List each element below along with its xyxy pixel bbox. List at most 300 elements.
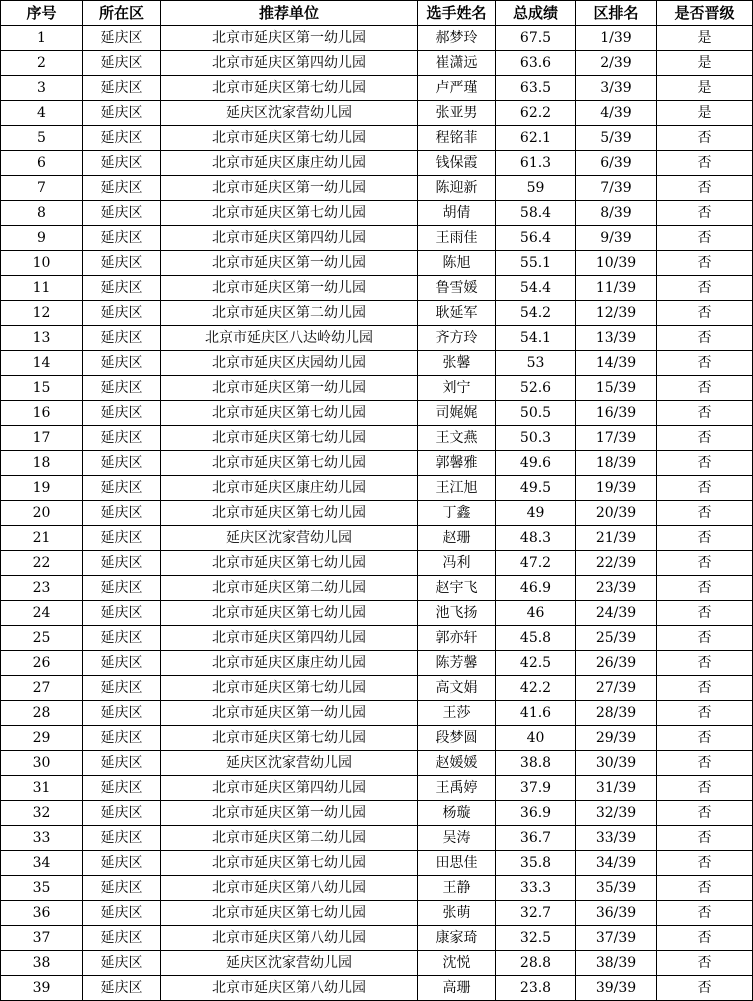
cell-advance: 否 <box>657 426 753 451</box>
cell-district: 延庆区 <box>83 551 161 576</box>
cell-name: 吴涛 <box>418 826 496 851</box>
table-row <box>1 476 753 501</box>
cell-rank: 39/39 <box>576 976 657 1001</box>
cell-rank: 29/39 <box>576 726 657 751</box>
cell-rank: 22/39 <box>576 551 657 576</box>
cell-name: 王静 <box>418 876 496 901</box>
cell-index: 16 <box>1 401 83 426</box>
cell-name: 程铭菲 <box>418 126 496 151</box>
table-row <box>1 651 753 676</box>
cell-name: 卢严瑾 <box>418 76 496 101</box>
cell-rank: 34/39 <box>576 851 657 876</box>
cell-name: 王文燕 <box>418 426 496 451</box>
table-row <box>1 51 753 76</box>
cell-district: 延庆区 <box>83 476 161 501</box>
cell-score: 33.3 <box>496 876 576 901</box>
cell-score: 54.4 <box>496 276 576 301</box>
table-row <box>1 626 753 651</box>
cell-rank: 1/39 <box>576 26 657 51</box>
cell-index: 30 <box>1 751 83 776</box>
table-row <box>1 526 753 551</box>
cell-advance: 否 <box>657 976 753 1001</box>
cell-name: 赵宇飞 <box>418 576 496 601</box>
header-row <box>1 1 753 26</box>
cell-advance: 否 <box>657 626 753 651</box>
cell-unit: 北京市延庆区第七幼儿园 <box>161 451 418 476</box>
cell-name: 王雨佳 <box>418 226 496 251</box>
cell-advance: 否 <box>657 851 753 876</box>
cell-unit: 北京市延庆区第一幼儿园 <box>161 176 418 201</box>
cell-advance: 否 <box>657 826 753 851</box>
table-row <box>1 401 753 426</box>
cell-advance: 否 <box>657 401 753 426</box>
cell-rank: 9/39 <box>576 226 657 251</box>
cell-score: 38.8 <box>496 751 576 776</box>
cell-index: 3 <box>1 76 83 101</box>
cell-score: 49.5 <box>496 476 576 501</box>
cell-index: 17 <box>1 426 83 451</box>
cell-district: 延庆区 <box>83 951 161 976</box>
table-row <box>1 676 753 701</box>
cell-rank: 26/39 <box>576 651 657 676</box>
cell-unit: 北京市延庆区第七幼儿园 <box>161 401 418 426</box>
cell-advance: 否 <box>657 901 753 926</box>
cell-advance: 是 <box>657 76 753 101</box>
cell-district: 延庆区 <box>83 251 161 276</box>
table-row <box>1 501 753 526</box>
cell-score: 37.9 <box>496 776 576 801</box>
cell-advance: 否 <box>657 551 753 576</box>
cell-district: 延庆区 <box>83 901 161 926</box>
cell-score: 50.5 <box>496 401 576 426</box>
table-row <box>1 126 753 151</box>
cell-advance: 否 <box>657 326 753 351</box>
cell-rank: 28/39 <box>576 701 657 726</box>
cell-score: 36.7 <box>496 826 576 851</box>
cell-unit: 北京市延庆区第七幼儿园 <box>161 126 418 151</box>
cell-unit: 延庆区沈家营幼儿园 <box>161 101 418 126</box>
cell-district: 延庆区 <box>83 101 161 126</box>
cell-advance: 是 <box>657 101 753 126</box>
cell-index: 14 <box>1 351 83 376</box>
cell-rank: 33/39 <box>576 826 657 851</box>
cell-name: 郭馨雅 <box>418 451 496 476</box>
header-advance: 是否晋级 <box>657 1 753 26</box>
table-row <box>1 726 753 751</box>
cell-unit: 延庆区沈家营幼儿园 <box>161 526 418 551</box>
table-row <box>1 751 753 776</box>
cell-unit: 北京市延庆区第八幼儿园 <box>161 876 418 901</box>
cell-index: 38 <box>1 951 83 976</box>
cell-score: 48.3 <box>496 526 576 551</box>
cell-score: 40 <box>496 726 576 751</box>
cell-name: 鲁雪媛 <box>418 276 496 301</box>
table-row <box>1 226 753 251</box>
cell-advance: 否 <box>657 301 753 326</box>
table-row <box>1 926 753 951</box>
table-row <box>1 701 753 726</box>
cell-score: 63.5 <box>496 76 576 101</box>
table-row <box>1 326 753 351</box>
cell-rank: 36/39 <box>576 901 657 926</box>
cell-rank: 23/39 <box>576 576 657 601</box>
cell-rank: 14/39 <box>576 351 657 376</box>
header-score: 总成绩 <box>496 1 576 26</box>
cell-score: 63.6 <box>496 51 576 76</box>
cell-unit: 北京市延庆区第八幼儿园 <box>161 976 418 1001</box>
cell-unit: 北京市延庆区第七幼儿园 <box>161 426 418 451</box>
cell-index: 29 <box>1 726 83 751</box>
cell-unit: 北京市延庆区第四幼儿园 <box>161 626 418 651</box>
cell-score: 56.4 <box>496 226 576 251</box>
cell-district: 延庆区 <box>83 51 161 76</box>
table-row <box>1 826 753 851</box>
cell-district: 延庆区 <box>83 976 161 1001</box>
cell-score: 50.3 <box>496 426 576 451</box>
cell-name: 王莎 <box>418 701 496 726</box>
cell-index: 9 <box>1 226 83 251</box>
cell-unit: 北京市延庆区第二幼儿园 <box>161 301 418 326</box>
cell-unit: 北京市延庆区第一幼儿园 <box>161 376 418 401</box>
cell-index: 34 <box>1 851 83 876</box>
cell-district: 延庆区 <box>83 276 161 301</box>
cell-district: 延庆区 <box>83 751 161 776</box>
cell-name: 张馨 <box>418 351 496 376</box>
cell-district: 延庆区 <box>83 226 161 251</box>
cell-index: 27 <box>1 676 83 701</box>
cell-advance: 否 <box>657 751 753 776</box>
cell-district: 延庆区 <box>83 576 161 601</box>
table-row <box>1 951 753 976</box>
cell-rank: 12/39 <box>576 301 657 326</box>
cell-index: 2 <box>1 51 83 76</box>
cell-name: 司娓娓 <box>418 401 496 426</box>
cell-district: 延庆区 <box>83 351 161 376</box>
cell-advance: 否 <box>657 576 753 601</box>
cell-rank: 24/39 <box>576 601 657 626</box>
cell-rank: 13/39 <box>576 326 657 351</box>
cell-score: 42.2 <box>496 676 576 701</box>
cell-district: 延庆区 <box>83 176 161 201</box>
cell-district: 延庆区 <box>83 526 161 551</box>
cell-score: 54.1 <box>496 326 576 351</box>
cell-score: 49.6 <box>496 451 576 476</box>
cell-score: 52.6 <box>496 376 576 401</box>
table-body <box>1 26 753 1001</box>
cell-district: 延庆区 <box>83 401 161 426</box>
table-row <box>1 451 753 476</box>
cell-score: 67.5 <box>496 26 576 51</box>
cell-district: 延庆区 <box>83 851 161 876</box>
cell-index: 28 <box>1 701 83 726</box>
cell-unit: 北京市延庆区第一幼儿园 <box>161 276 418 301</box>
cell-score: 35.8 <box>496 851 576 876</box>
cell-rank: 3/39 <box>576 76 657 101</box>
cell-score: 59 <box>496 176 576 201</box>
cell-rank: 7/39 <box>576 176 657 201</box>
cell-unit: 北京市延庆区第七幼儿园 <box>161 851 418 876</box>
cell-rank: 10/39 <box>576 251 657 276</box>
cell-index: 12 <box>1 301 83 326</box>
cell-name: 康家琦 <box>418 926 496 951</box>
cell-unit: 延庆区沈家营幼儿园 <box>161 751 418 776</box>
cell-index: 18 <box>1 451 83 476</box>
cell-name: 张萌 <box>418 901 496 926</box>
table-row <box>1 376 753 401</box>
cell-district: 延庆区 <box>83 501 161 526</box>
table-row <box>1 601 753 626</box>
cell-district: 延庆区 <box>83 626 161 651</box>
cell-rank: 17/39 <box>576 426 657 451</box>
cell-advance: 否 <box>657 501 753 526</box>
table-row <box>1 876 753 901</box>
cell-index: 36 <box>1 901 83 926</box>
cell-advance: 否 <box>657 201 753 226</box>
table-row <box>1 301 753 326</box>
cell-advance: 否 <box>657 526 753 551</box>
cell-advance: 否 <box>657 676 753 701</box>
cell-advance: 否 <box>657 601 753 626</box>
cell-unit: 北京市延庆区第七幼儿园 <box>161 901 418 926</box>
cell-index: 10 <box>1 251 83 276</box>
cell-index: 32 <box>1 801 83 826</box>
cell-district: 延庆区 <box>83 151 161 176</box>
cell-unit: 北京市延庆区第二幼儿园 <box>161 826 418 851</box>
cell-score: 58.4 <box>496 201 576 226</box>
table-row <box>1 276 753 301</box>
cell-score: 62.1 <box>496 126 576 151</box>
cell-index: 15 <box>1 376 83 401</box>
cell-unit: 北京市延庆区八达岭幼儿园 <box>161 326 418 351</box>
cell-unit: 北京市延庆区第八幼儿园 <box>161 926 418 951</box>
cell-rank: 11/39 <box>576 276 657 301</box>
cell-name: 王禹婷 <box>418 776 496 801</box>
cell-advance: 否 <box>657 126 753 151</box>
cell-advance: 否 <box>657 476 753 501</box>
cell-unit: 北京市延庆区庆园幼儿园 <box>161 351 418 376</box>
cell-score: 28.8 <box>496 951 576 976</box>
cell-rank: 18/39 <box>576 451 657 476</box>
cell-score: 62.2 <box>496 101 576 126</box>
cell-unit: 北京市延庆区第一幼儿园 <box>161 701 418 726</box>
cell-name: 齐方玲 <box>418 326 496 351</box>
cell-name: 陈芳馨 <box>418 651 496 676</box>
cell-score: 32.7 <box>496 901 576 926</box>
cell-district: 延庆区 <box>83 701 161 726</box>
cell-index: 1 <box>1 26 83 51</box>
cell-rank: 5/39 <box>576 126 657 151</box>
cell-name: 钱保霞 <box>418 151 496 176</box>
cell-advance: 否 <box>657 251 753 276</box>
cell-unit: 北京市延庆区第七幼儿园 <box>161 551 418 576</box>
cell-index: 8 <box>1 201 83 226</box>
cell-advance: 否 <box>657 776 753 801</box>
cell-unit: 北京市延庆区康庄幼儿园 <box>161 151 418 176</box>
cell-index: 24 <box>1 601 83 626</box>
cell-rank: 2/39 <box>576 51 657 76</box>
cell-score: 45.8 <box>496 626 576 651</box>
cell-advance: 否 <box>657 951 753 976</box>
cell-index: 6 <box>1 151 83 176</box>
cell-unit: 北京市延庆区康庄幼儿园 <box>161 651 418 676</box>
cell-index: 13 <box>1 326 83 351</box>
cell-score: 47.2 <box>496 551 576 576</box>
cell-rank: 31/39 <box>576 776 657 801</box>
cell-district: 延庆区 <box>83 201 161 226</box>
cell-unit: 北京市延庆区第四幼儿园 <box>161 51 418 76</box>
table-row <box>1 851 753 876</box>
cell-rank: 37/39 <box>576 926 657 951</box>
cell-advance: 是 <box>657 51 753 76</box>
cell-unit: 北京市延庆区第一幼儿园 <box>161 251 418 276</box>
cell-district: 延庆区 <box>83 926 161 951</box>
cell-district: 延庆区 <box>83 326 161 351</box>
cell-index: 23 <box>1 576 83 601</box>
cell-advance: 否 <box>657 726 753 751</box>
cell-district: 延庆区 <box>83 876 161 901</box>
cell-name: 陈旭 <box>418 251 496 276</box>
cell-name: 冯利 <box>418 551 496 576</box>
cell-name: 高文娟 <box>418 676 496 701</box>
cell-score: 53 <box>496 351 576 376</box>
cell-rank: 15/39 <box>576 376 657 401</box>
cell-name: 田思佳 <box>418 851 496 876</box>
cell-district: 延庆区 <box>83 426 161 451</box>
cell-rank: 8/39 <box>576 201 657 226</box>
cell-district: 延庆区 <box>83 801 161 826</box>
cell-unit: 延庆区沈家营幼儿园 <box>161 951 418 976</box>
cell-score: 36.9 <box>496 801 576 826</box>
table-row <box>1 801 753 826</box>
cell-rank: 19/39 <box>576 476 657 501</box>
cell-rank: 21/39 <box>576 526 657 551</box>
cell-name: 高珊 <box>418 976 496 1001</box>
cell-district: 延庆区 <box>83 76 161 101</box>
table-row <box>1 101 753 126</box>
cell-rank: 20/39 <box>576 501 657 526</box>
table-row <box>1 26 753 51</box>
cell-index: 31 <box>1 776 83 801</box>
header-district: 所在区 <box>83 1 161 26</box>
cell-name: 杨璇 <box>418 801 496 826</box>
cell-index: 4 <box>1 101 83 126</box>
cell-unit: 北京市延庆区第七幼儿园 <box>161 601 418 626</box>
cell-unit: 北京市延庆区康庄幼儿园 <box>161 476 418 501</box>
cell-name: 郝梦玲 <box>418 26 496 51</box>
cell-advance: 否 <box>657 151 753 176</box>
table-row <box>1 576 753 601</box>
cell-district: 延庆区 <box>83 301 161 326</box>
cell-advance: 否 <box>657 451 753 476</box>
cell-score: 46 <box>496 601 576 626</box>
cell-advance: 否 <box>657 926 753 951</box>
cell-advance: 否 <box>657 226 753 251</box>
table-row <box>1 551 753 576</box>
table-row <box>1 251 753 276</box>
cell-rank: 4/39 <box>576 101 657 126</box>
cell-name: 张亚男 <box>418 101 496 126</box>
cell-score: 42.5 <box>496 651 576 676</box>
cell-index: 33 <box>1 826 83 851</box>
cell-rank: 35/39 <box>576 876 657 901</box>
cell-district: 延庆区 <box>83 26 161 51</box>
table-row <box>1 76 753 101</box>
cell-index: 26 <box>1 651 83 676</box>
cell-unit: 北京市延庆区第一幼儿园 <box>161 26 418 51</box>
cell-district: 延庆区 <box>83 776 161 801</box>
cell-name: 耿延军 <box>418 301 496 326</box>
header-index: 序号 <box>1 1 83 26</box>
cell-index: 21 <box>1 526 83 551</box>
cell-unit: 北京市延庆区第四幼儿园 <box>161 776 418 801</box>
cell-name: 池飞扬 <box>418 601 496 626</box>
cell-advance: 否 <box>657 176 753 201</box>
cell-name: 郭亦轩 <box>418 626 496 651</box>
cell-score: 49 <box>496 501 576 526</box>
cell-rank: 32/39 <box>576 801 657 826</box>
cell-index: 20 <box>1 501 83 526</box>
cell-score: 41.6 <box>496 701 576 726</box>
table-row <box>1 976 753 1001</box>
table-row <box>1 426 753 451</box>
cell-unit: 北京市延庆区第七幼儿园 <box>161 76 418 101</box>
cell-score: 46.9 <box>496 576 576 601</box>
table-row <box>1 901 753 926</box>
cell-rank: 30/39 <box>576 751 657 776</box>
cell-district: 延庆区 <box>83 601 161 626</box>
cell-unit: 北京市延庆区第七幼儿园 <box>161 676 418 701</box>
cell-index: 5 <box>1 126 83 151</box>
table-row <box>1 176 753 201</box>
cell-district: 延庆区 <box>83 676 161 701</box>
cell-score: 32.5 <box>496 926 576 951</box>
cell-rank: 6/39 <box>576 151 657 176</box>
cell-unit: 北京市延庆区第七幼儿园 <box>161 726 418 751</box>
table-row <box>1 151 753 176</box>
cell-advance: 否 <box>657 376 753 401</box>
cell-name: 胡倩 <box>418 201 496 226</box>
cell-advance: 否 <box>657 876 753 901</box>
cell-unit: 北京市延庆区第一幼儿园 <box>161 801 418 826</box>
cell-name: 王江旭 <box>418 476 496 501</box>
cell-district: 延庆区 <box>83 826 161 851</box>
cell-name: 段梦圆 <box>418 726 496 751</box>
cell-index: 25 <box>1 626 83 651</box>
cell-index: 11 <box>1 276 83 301</box>
cell-advance: 否 <box>657 651 753 676</box>
cell-index: 39 <box>1 976 83 1001</box>
header-name: 选手姓名 <box>418 1 496 26</box>
cell-district: 延庆区 <box>83 126 161 151</box>
cell-index: 22 <box>1 551 83 576</box>
cell-name: 沈悦 <box>418 951 496 976</box>
cell-index: 7 <box>1 176 83 201</box>
cell-unit: 北京市延庆区第七幼儿园 <box>161 501 418 526</box>
cell-district: 延庆区 <box>83 651 161 676</box>
cell-name: 赵媛媛 <box>418 751 496 776</box>
cell-rank: 27/39 <box>576 676 657 701</box>
cell-rank: 25/39 <box>576 626 657 651</box>
cell-unit: 北京市延庆区第四幼儿园 <box>161 226 418 251</box>
cell-district: 延庆区 <box>83 451 161 476</box>
cell-name: 刘宁 <box>418 376 496 401</box>
table-row <box>1 776 753 801</box>
cell-district: 延庆区 <box>83 726 161 751</box>
cell-index: 37 <box>1 926 83 951</box>
cell-rank: 38/39 <box>576 951 657 976</box>
cell-unit: 北京市延庆区第二幼儿园 <box>161 576 418 601</box>
cell-score: 54.2 <box>496 301 576 326</box>
